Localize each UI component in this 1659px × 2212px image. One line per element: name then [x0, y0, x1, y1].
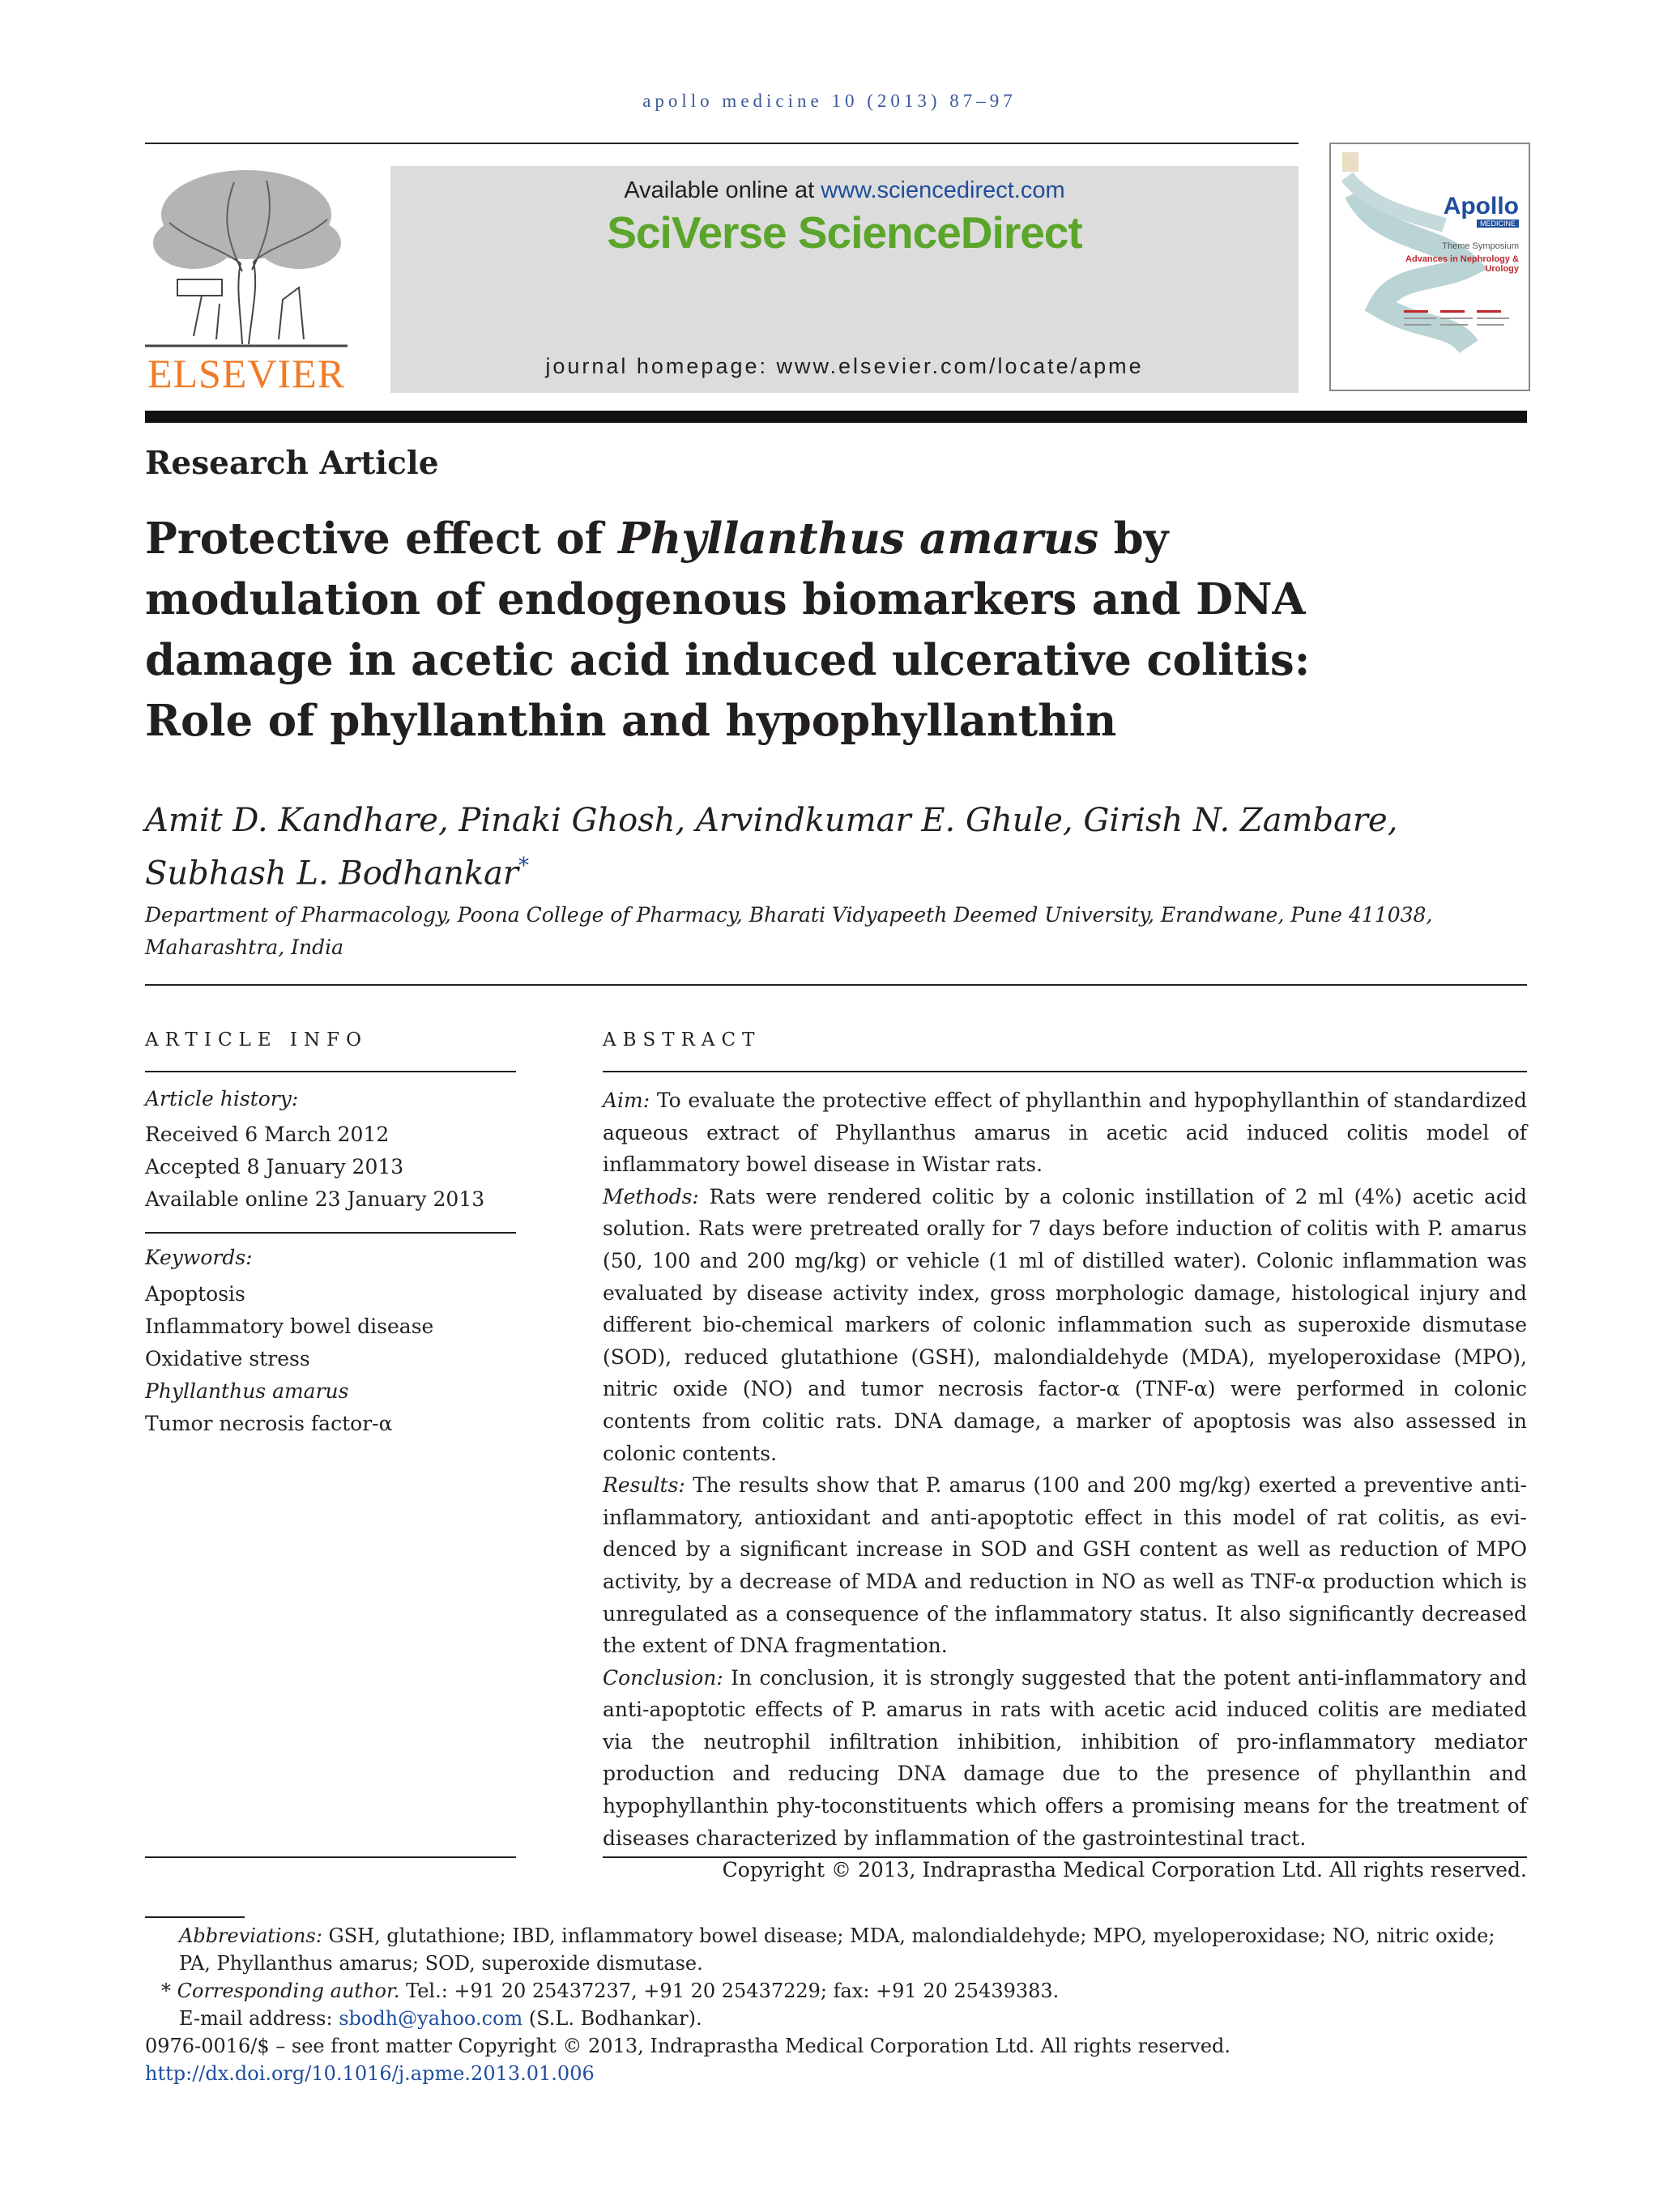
elsevier-tree-icon	[145, 166, 348, 348]
corresponding-author-note: * Corresponding author. Tel.: +91 20 25437237, +91 20 25437229; fax: +91 20 25439383.	[161, 1980, 1060, 2002]
doi-link[interactable]: http://dx.doi.org/10.1016/j.apme.2013.01.006	[145, 2062, 595, 2085]
header-rule	[145, 143, 1299, 144]
sciencedirect-link[interactable]: www.sciencedirect.com	[821, 177, 1065, 203]
elsevier-wordmark: ELSEVIER	[147, 351, 346, 396]
history-received: Received 6 March 2012	[145, 1123, 390, 1146]
abstract-heading: ABSTRACT	[603, 1029, 761, 1051]
journal-homepage[interactable]: journal homepage: www.elsevier.com/locate/apme	[545, 354, 1144, 378]
keyword: Oxidative stress	[145, 1347, 310, 1370]
sciencedirect-banner	[390, 166, 1299, 393]
footnotes	[145, 1922, 1527, 2087]
keyword: Apoptosis	[145, 1282, 245, 1306]
keyword: Inflammatory bowel disease	[145, 1315, 434, 1338]
keywords-label: Keywords:	[145, 1246, 253, 1269]
history-accepted: Accepted 8 January 2013	[145, 1155, 404, 1178]
email-link[interactable]: sbodh@yahoo.com	[339, 2007, 523, 2030]
history-rule	[145, 1232, 516, 1234]
journal-running-header: apollo medicine 10 (2013) 87–97	[642, 91, 1017, 111]
available-online-line: Available online at www.sciencedirect.com	[624, 177, 1065, 203]
article-info-bottom-rule	[145, 1856, 516, 1858]
author-list: Amit D. Kandhare, Pinaki Ghosh, Arvindkumar E. Ghule, Girish N. Zambare, Subhash L. Bodhankar*	[145, 802, 1398, 893]
corresponding-author-mark[interactable]: *	[518, 854, 530, 878]
journal-cover-image	[1329, 143, 1530, 391]
banner-thick-rule	[145, 411, 1527, 423]
abstract-rule	[603, 1071, 1527, 1072]
abstract-results: Results: The results show that P. amarus (100 and 200 mg/kg) exerted a preventive anti-inflammatory, antioxidant and anti-apoptotic effect in this model of rat colitis, as evi-denced by a significant increase in SOD and GSH content as well as reduction of MPO activity, by a decrease of MDA and reduction in NO as well as TNF-α production which is unregulated as a consequence of the inflammatory status. It also significantly decreased the extent of DNA fragmentation.	[603, 1473, 1527, 1658]
abstract-aim: Aim: To evaluate the protective effect of phyllanthin and hypophyllanthin of standardized aqueous extract of Phyllanthus amarus in acetic acid induced colitis model of inflammatory bowel disease in Wistar rats.	[603, 1089, 1527, 1177]
abstract-conclusion: Conclusion: In conclusion, it is strongly suggested that the potent anti-inflammatory and anti-apoptotic effects of P. amarus in rats with acetic acid induced colitis are mediated via the neutrophil infiltration inhibition, inhibition of pro-inflammatory mediator production and reducing DNA damage due to the presence of phyllanthin and hypophyllanthin phy-toconstituents which offers a promising means for the treatment of diseases characterized by inflammation of the gastrointestinal tract.	[603, 1665, 1527, 1850]
keywords-list	[145, 1278, 433, 1440]
history-online: Available online 23 January 2013	[145, 1187, 485, 1211]
abbreviations-note: Abbreviations: GSH, glutathione; IBD, inflammatory bowel disease; MDA, malondialdehyde; MPO, myeloperoxidase; NO, nitric oxide; PA, Phyllanthus amarus; SOD, superoxide dismutase.	[179, 1924, 1495, 1975]
affiliation: Department of Pharmacology, Poona College of Pharmacy, Bharati Vidyapeeth Deemed University, Erandwane, Pune 411038, Maharashtra, India	[145, 903, 1433, 959]
abstract-copyright: Copyright © 2013, Indraprastha Medical Corporation Ltd. All rights reserved.	[722, 1858, 1527, 1882]
article-type: Research Article	[145, 445, 439, 482]
title-rule	[145, 984, 1527, 986]
issn-line: 0976-0016/$ – see front matter Copyright © 2013, Indraprastha Medical Corporation Ltd. All rights reserved.	[145, 2035, 1231, 2057]
cover-journal-subtitle: MEDICINE	[1477, 219, 1519, 228]
article-info-heading: ARTICLE INFO	[145, 1029, 368, 1051]
article-history	[145, 1119, 484, 1216]
cover-topic: Advances in Nephrology & Urology	[1405, 254, 1519, 274]
cover-symposium: Theme Symposium	[1442, 241, 1519, 251]
keyword: Tumor necrosis factor-α	[145, 1412, 393, 1435]
abstract-bottom-rule	[603, 1856, 1527, 1858]
sciverse-brand: SciVerse ScienceDirect	[607, 207, 1082, 258]
footnote-rule	[145, 1916, 245, 1918]
article-title: Protective effect of Phyllanthus amarus by modulation of endogenous biomarkers and DNA damage in acetic acid induced ulcerative colitis: Role of phyllanthin and hypophyllanthin	[145, 514, 1311, 746]
email-note: E-mail address: sbodh@yahoo.com (S.L. Bodhankar).	[179, 2007, 702, 2030]
article-history-label: Article history:	[145, 1087, 299, 1110]
cover-journal-title: Apollo	[1443, 193, 1519, 219]
abstract-body	[603, 1085, 1527, 1886]
keyword: Phyllanthus amarus	[145, 1379, 349, 1403]
abstract-methods: Methods: Rats were rendered colitic by a colonic instillation of 2 ml (4%) acetic acid solution. Rats were pretreated orally for 7 days before induction of colitis with P. amarus (50, 100 and 200 mg/kg) or vehicle (1 ml of distilled water). Colonic inflammation was evaluated by disease activity index, gross morphologic damage, histological injury and different bio-chemical markers of colonic inflammation such as superoxide dismutase (SOD), reduced glutathione (GSH), malondialdehyde (MDA), myeloperoxidase (MPO), nitric oxide (NO) and tumor necrosis factor-α (TNF-α) were performed in colonic contents from colitic rats. DNA damage, a marker of apoptosis was also assessed in colonic contents.	[603, 1184, 1527, 1465]
article-info-rule	[145, 1071, 516, 1072]
elsevier-logo	[145, 166, 348, 397]
